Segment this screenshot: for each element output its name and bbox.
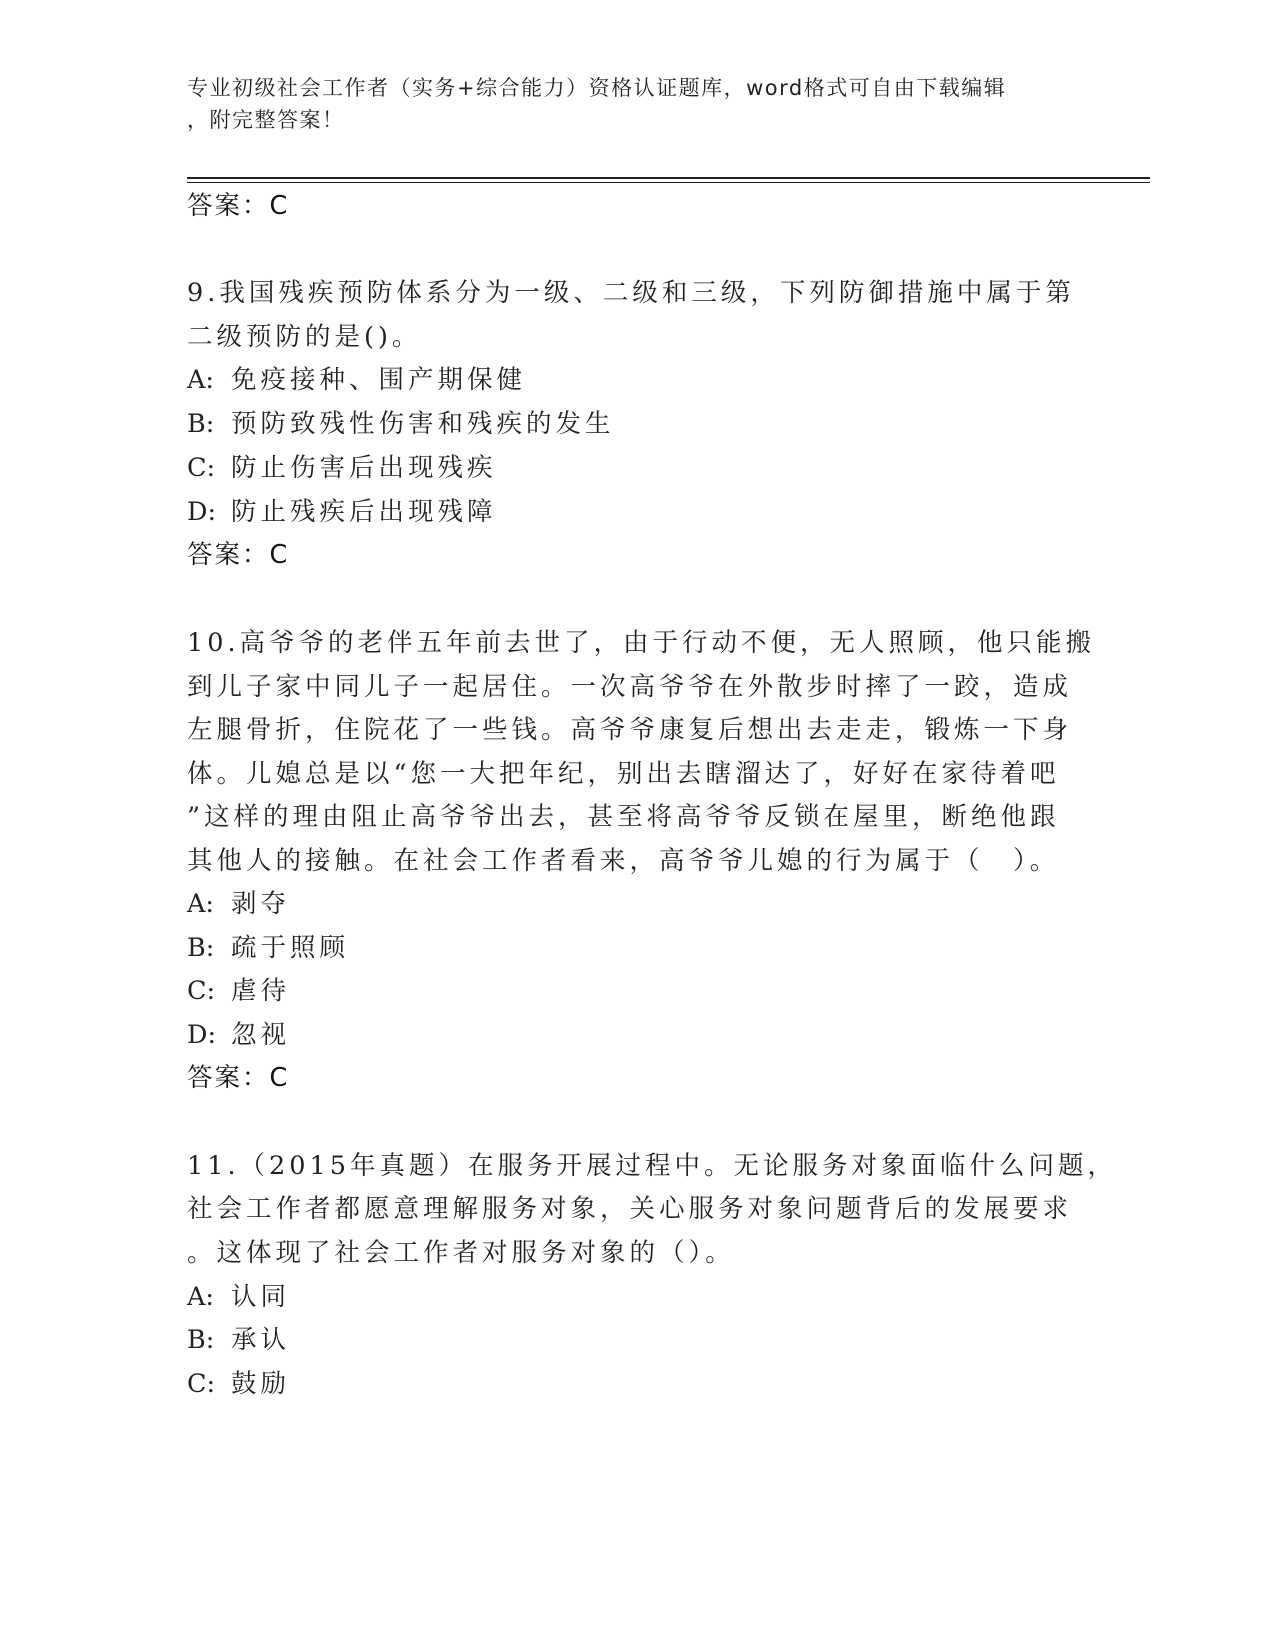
q10-text-line-6: 其他人的接触。在社会工作者看来，高爷爷儿媳的行为属于（ ）。 (187, 846, 1060, 876)
option-letter: C: (187, 1369, 216, 1399)
option-text: 防止残疾后出现残障 (231, 497, 497, 527)
q9-option-a (187, 360, 526, 396)
q10-option-d (187, 1015, 290, 1051)
q11-option-c (187, 1364, 290, 1400)
option-text: 疏于照顾 (231, 933, 350, 963)
option-letter: A: (187, 889, 215, 919)
q10-option-c (187, 971, 290, 1007)
q11-text-line-2: 社会工作者都愿意理解服务对象，关心服务对象问题背后的发展要求 (187, 1194, 1073, 1224)
option-text: 承认 (231, 1325, 291, 1355)
option-text: 剥夺 (231, 889, 291, 919)
option-letter: B: (187, 933, 215, 963)
q9-answer: 答案：C (187, 540, 290, 570)
q10-text-line-5: ”这样的理由阻止高爷爷出去，甚至将高爷爷反锁在屋里，断绝他跟 (187, 802, 1060, 832)
option-text: 防止伤害后出现残疾 (231, 453, 497, 483)
option-letter: B: (187, 409, 215, 439)
q9-option-d (187, 492, 497, 528)
q9-option-b (187, 404, 615, 440)
option-letter: A: (187, 1282, 215, 1312)
option-text: 认同 (231, 1282, 291, 1312)
option-text: 虐待 (231, 976, 291, 1006)
answer-previous: 答案：C (187, 191, 290, 221)
q9-text-line-2: 二级预防的是()。 (187, 322, 422, 352)
q11-option-b (187, 1320, 290, 1356)
q10-text-line-1: 10.高爷爷的老伴五年前去世了，由于行动不便，无人照顾，他只能搬 (187, 628, 1096, 658)
q10-text-line-3: 左腿骨折，住院花了一些钱。高爷爷康复后想出去走走，锻炼一下身 (187, 715, 1073, 745)
q9-text-line-1: 9.我国残疾预防体系分为一级、二级和三级，下列防御措施中属于第 (187, 278, 1075, 308)
option-text: 预防致残性伤害和残疾的发生 (231, 409, 615, 439)
option-letter: D: (187, 497, 217, 527)
page-header (187, 72, 1087, 136)
option-letter: A: (187, 365, 215, 395)
header-divider (187, 177, 1150, 179)
q10-option-a (187, 884, 290, 920)
q10-option-b (187, 928, 349, 964)
header-title-line-2: ，附完整答案！ (187, 108, 345, 132)
q11-option-a (187, 1277, 290, 1313)
option-letter: C: (187, 976, 216, 1006)
header-divider-thin (187, 182, 1150, 183)
q11-text-line-1: 11.（2015年真题）在服务开展过程中。无论服务对象面临什么问题， (187, 1151, 1117, 1181)
option-text: 免疫接种、围产期保健 (231, 365, 527, 395)
option-text: 忽视 (231, 1020, 291, 1050)
option-letter: B: (187, 1325, 215, 1355)
option-letter: C: (187, 453, 216, 483)
q10-text-line-4: 体。儿媳总是以“您一大把年纪，别出去瞎溜达了，好好在家待着吧 (187, 759, 1060, 789)
q10-text-line-2: 到儿子家中同儿子一起居住。一次高爷爷在外散步时摔了一跤，造成 (187, 672, 1073, 702)
header-title-line-1: 专业初级社会工作者（实务+综合能力）资格认证题库，word格式可自由下载编辑 (187, 76, 1007, 100)
option-letter: D: (187, 1020, 217, 1050)
q11-text-line-3: 。这体现了社会工作者对服务对象的（）。 (187, 1238, 735, 1268)
q9-option-c (187, 448, 497, 484)
q10-answer: 答案：C (187, 1063, 290, 1093)
option-text: 鼓励 (231, 1369, 291, 1399)
